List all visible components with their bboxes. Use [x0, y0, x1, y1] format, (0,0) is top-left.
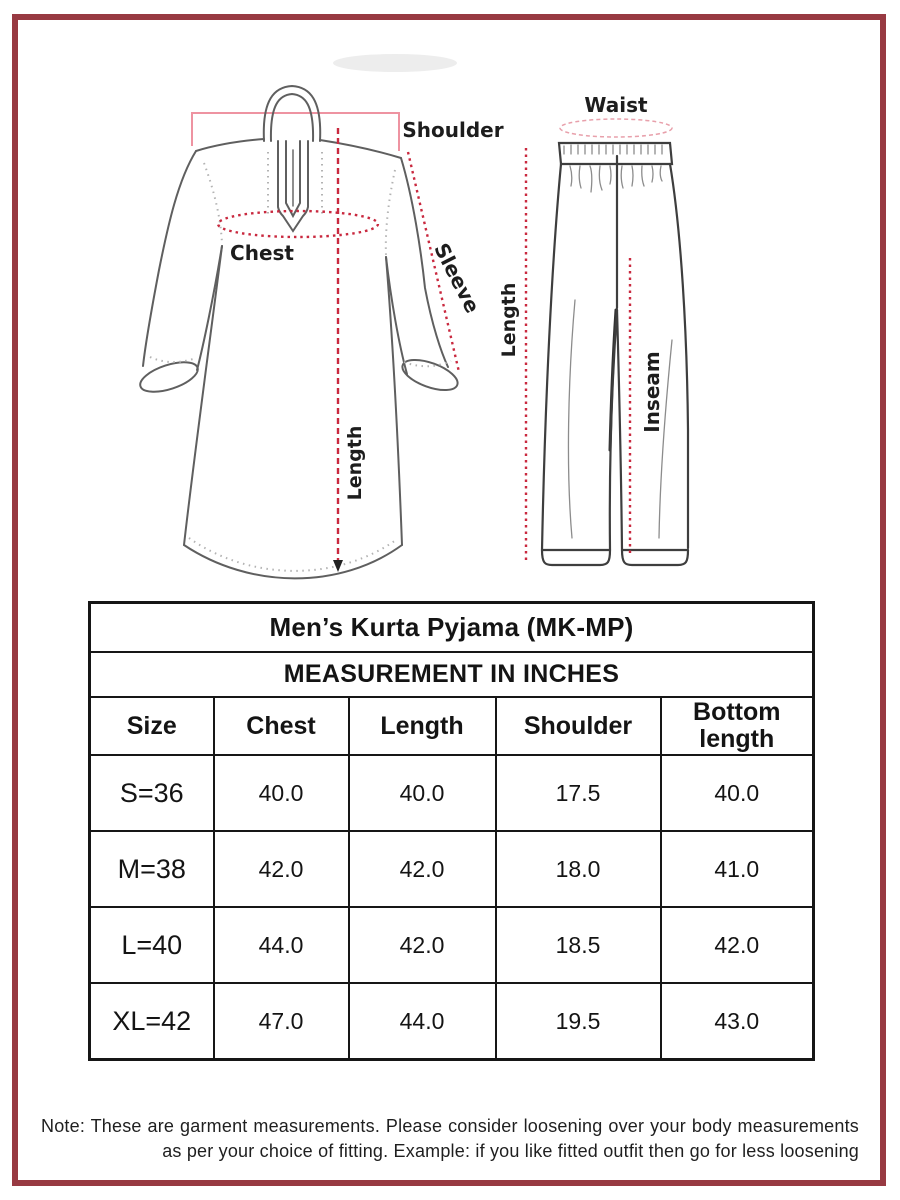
- cell-chest: 44.0: [214, 907, 349, 983]
- cell-chest: 42.0: [214, 831, 349, 907]
- measurement-note: [41, 1114, 859, 1164]
- cell-shoulder: 18.0: [496, 831, 661, 907]
- table-title-row: [90, 603, 814, 653]
- cell-shoulder: 17.5: [496, 755, 661, 831]
- column-header-length: Length: [349, 697, 496, 755]
- cell-shoulder: 19.5: [496, 983, 661, 1060]
- table-row-m: [90, 831, 814, 907]
- table-row-l: [90, 907, 814, 983]
- pyjama-length-label: Length: [498, 282, 520, 358]
- cell-bottom-length: 41.0: [661, 831, 814, 907]
- table-header-row: [90, 697, 814, 755]
- table-title: Men’s Kurta Pyjama (MK-MP): [90, 603, 814, 653]
- cell-length: 40.0: [349, 755, 496, 831]
- size-chart-table: [88, 601, 815, 1061]
- table-subtitle: MEASUREMENT IN INCHES: [90, 652, 814, 697]
- cell-length: 42.0: [349, 831, 496, 907]
- cell-length: 44.0: [349, 983, 496, 1060]
- cell-bottom-length: 40.0: [661, 755, 814, 831]
- column-header-shoulder: Shoulder: [496, 697, 661, 755]
- table-subtitle-row: [90, 652, 814, 697]
- column-header-bottom-length: Bottom length: [661, 697, 814, 755]
- inseam-label: Inseam: [640, 351, 664, 433]
- cell-size: XL=42: [90, 983, 214, 1060]
- table-row-s: [90, 755, 814, 831]
- chest-label: Chest: [230, 241, 294, 265]
- note-line-2: as per your choice of fitting. Example: if you like fitted outfit then go for less loosening: [162, 1141, 859, 1161]
- kurta-length-label: Length: [344, 425, 366, 501]
- waist-label: Waist: [584, 93, 648, 117]
- cell-size: L=40: [90, 907, 214, 983]
- cell-chest: 40.0: [214, 755, 349, 831]
- cell-size: M=38: [90, 831, 214, 907]
- cell-length: 42.0: [349, 907, 496, 983]
- column-header-size: Size: [90, 697, 214, 755]
- cell-bottom-length: 42.0: [661, 907, 814, 983]
- shoulder-label: Shoulder: [402, 118, 504, 142]
- cell-size: S=36: [90, 755, 214, 831]
- cell-shoulder: 18.5: [496, 907, 661, 983]
- note-line-1: Note: These are garment measurements. Please consider loosening over your body measurements: [41, 1116, 859, 1136]
- sleeve-label: Sleeve: [429, 239, 485, 317]
- kurta-drawing: [137, 86, 462, 578]
- cell-chest: 47.0: [214, 983, 349, 1060]
- cell-bottom-length: 43.0: [661, 983, 814, 1060]
- table-row-xl: [90, 983, 814, 1060]
- column-header-chest: Chest: [214, 697, 349, 755]
- pyjama-drawing: [526, 119, 688, 565]
- paper-smudge: [333, 54, 457, 72]
- waist-measure-ellipse: [560, 119, 672, 137]
